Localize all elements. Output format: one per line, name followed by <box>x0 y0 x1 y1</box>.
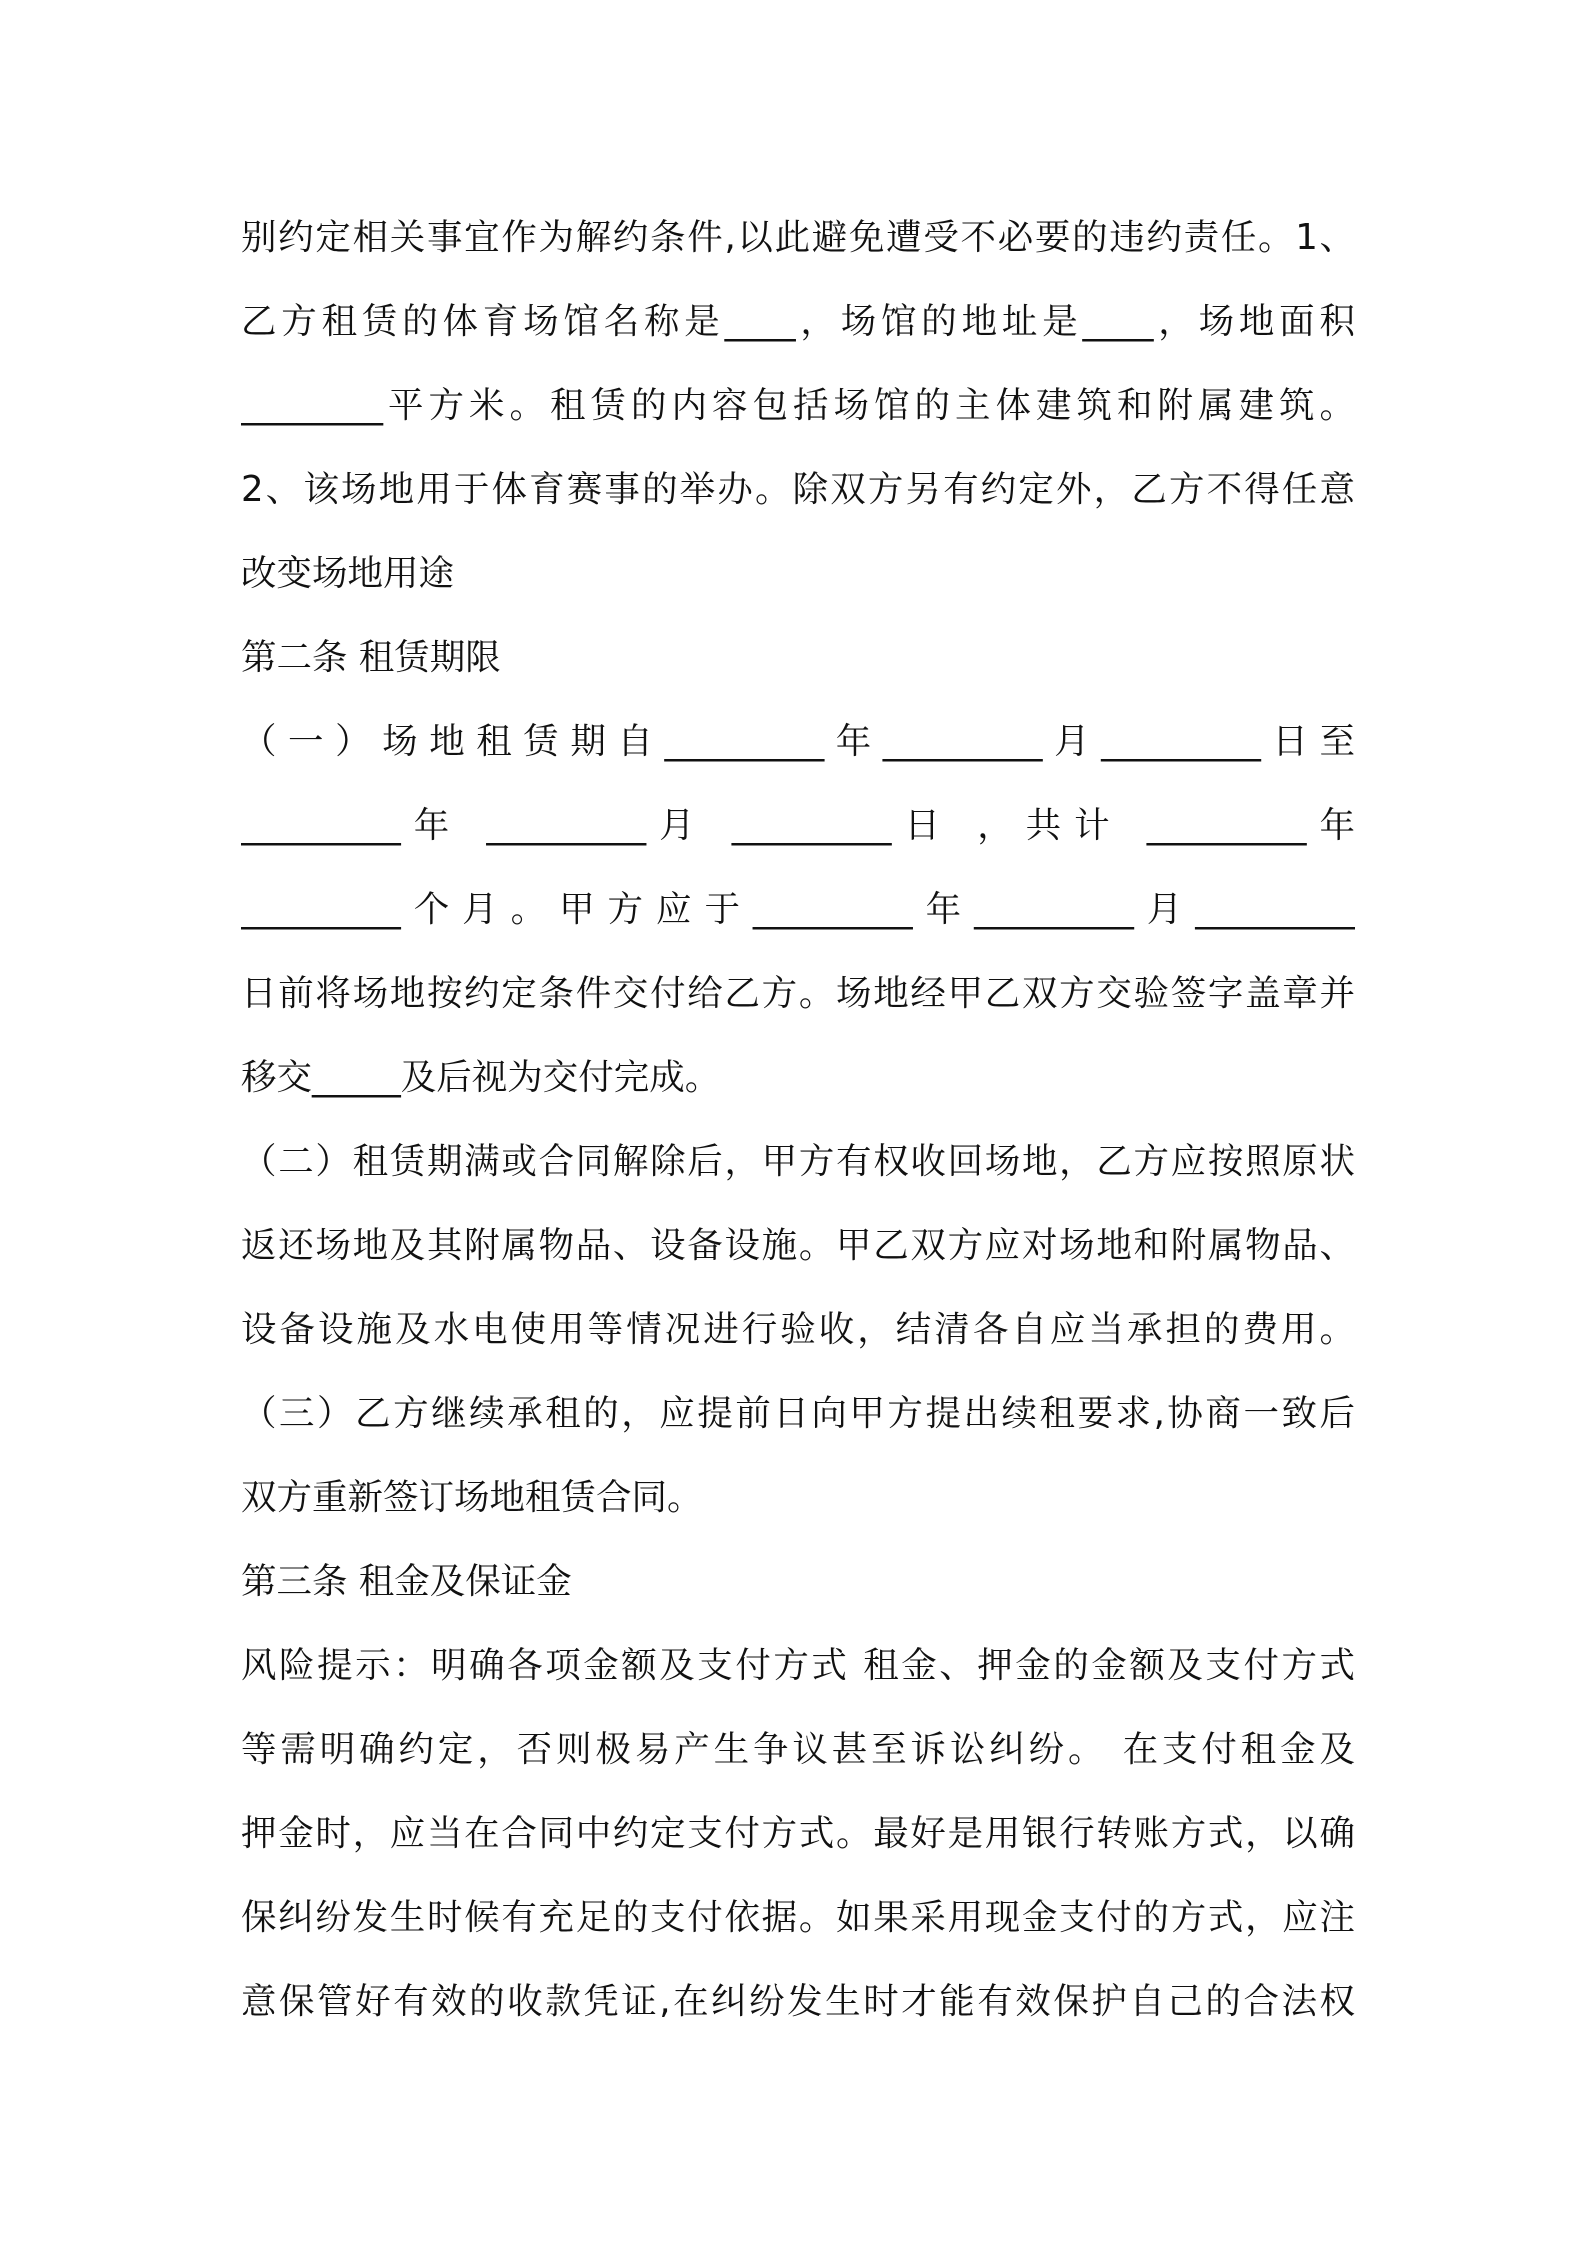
text-line: _________年 _________月 _________日 ，共计 _________年 <box>241 805 1355 846</box>
text-line: 返还场地及其附属物品、设备设施。甲乙双方应对场地和附属物品、 <box>241 1225 1355 1266</box>
text-line: （一）场地租赁期自_________年_________月_________日至 <box>241 721 1355 762</box>
text-line: 移交_____及后视为交付完成。 <box>241 1057 721 1098</box>
text-line: 改变场地用途 <box>241 553 455 594</box>
text-line: （二）租赁期满或合同解除后，甲方有权收回场地，乙方应按照原状 <box>241 1141 1355 1182</box>
text-line: 意保管好有效的收款凭证,在纠纷发生时才能有效保护自己的合法权 <box>241 1981 1355 2022</box>
text-line: 双方重新签订场地租赁合同。 <box>241 1477 703 1518</box>
text-line: 设备设施及水电使用等情况进行验收，结清各自应当承担的费用。 <box>241 1309 1355 1350</box>
text-line: 日前将场地按约定条件交付给乙方。场地经甲乙双方交验签字盖章并 <box>241 973 1355 1014</box>
text-line: 2、该场地用于体育赛事的举办。除双方另有约定外，乙方不得任意 <box>241 469 1355 510</box>
section-heading: 第二条 租赁期限 <box>241 637 501 678</box>
text-line: _________个月。甲方应于_________年_________月_________ <box>241 889 1355 930</box>
text-line: 风险提示：明确各项金额及支付方式 租金、押金的金额及支付方式 <box>241 1645 1355 1686</box>
document-body <box>241 196 1355 2044</box>
text-line: （三）乙方继续承租的，应提前日向甲方提出续租要求,协商一致后 <box>241 1393 1355 1434</box>
text-line: 别约定相关事宜作为解约条件,以此避免遭受不必要的违约责任。1、 <box>241 217 1355 258</box>
section-heading: 第三条 租金及保证金 <box>241 1561 572 1602</box>
text-line: 等需明确约定，否则极易产生争议甚至诉讼纠纷。 在支付租金及 <box>241 1729 1355 1770</box>
text-line: 保纠纷发生时候有充足的支付依据。如果采用现金支付的方式，应注 <box>241 1897 1355 1938</box>
text-line: 乙方租赁的体育场馆名称是____，场馆的地址是____，场地面积 <box>241 301 1355 342</box>
text-line: 押金时，应当在合同中约定支付方式。最好是用银行转账方式，以确 <box>241 1813 1355 1854</box>
text-line: ________平方米。租赁的内容包括场馆的主体建筑和附属建筑。 <box>241 385 1355 426</box>
